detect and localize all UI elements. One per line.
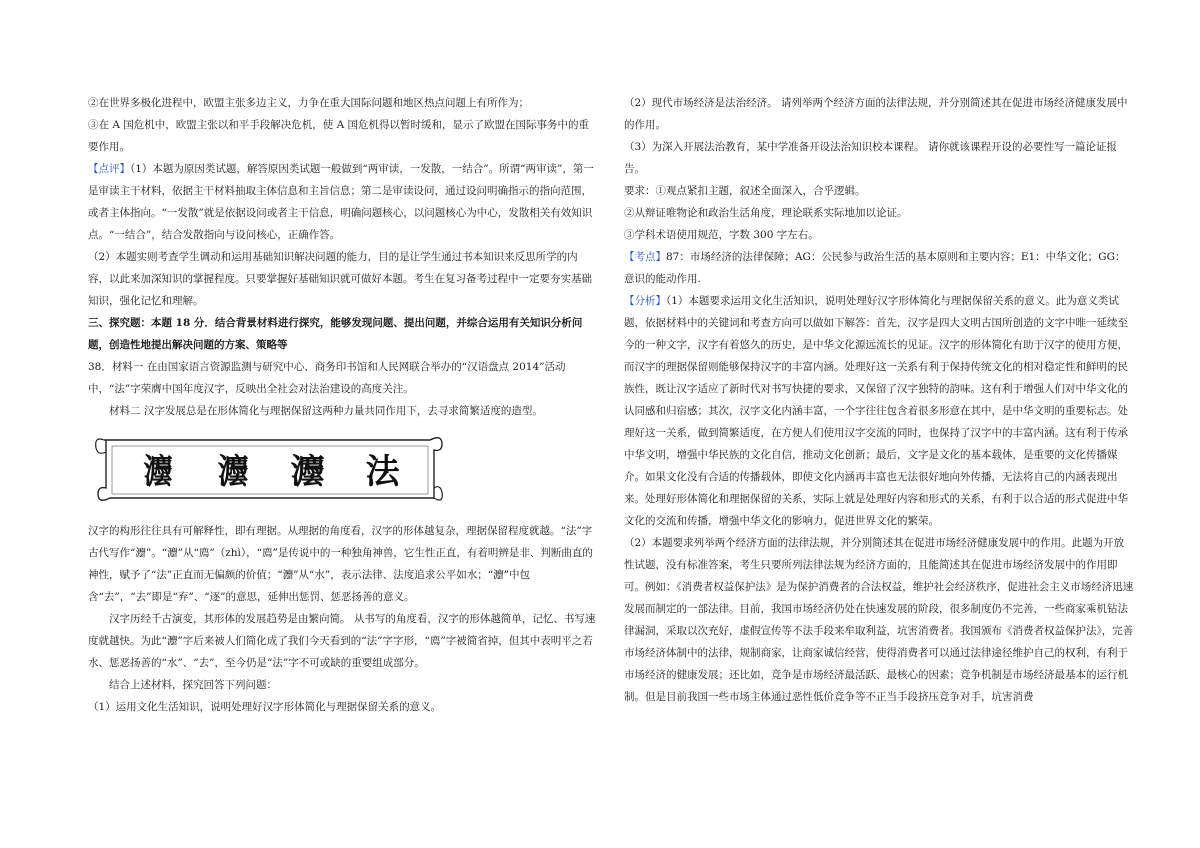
- comment-text: （1）本题为原因类试题，解答原因类试题一般做到“两审读，一发散，一结合”。所谓“两审读”，第一是审读主干材料，依据主干材料抽取主体信息和主旨信息；第二是审读设问，通过设问明确指示的指向范围，或者主体指向。“一发散”就是依据设问或者主干信息，明确问题核心，以问题核心为中心，发散相关有效知识点。“一结合”，结合发散指向与设问核心，正确作答。: [88, 163, 594, 241]
- right-line-4: ②从辩证唯物论和政治生活角度，理论联系实际地加以论证。: [624, 207, 908, 219]
- comment-paragraph: [88, 158, 598, 246]
- right-column: [624, 92, 1134, 708]
- right-line-1: （2）现代市场经济是法治经济。 请列举两个经济方面的法律法规，并分别简述其在促进市场经济健康发展中的作用。: [624, 97, 1128, 131]
- glyph-1: 灋: [143, 452, 172, 492]
- analysis-text: （1）本题要求运用文化生活知识，说明处理好汉字形体简化与理据保留关系的意义。此为意义类试题，依据材料中的关键词和考查方向可以做如下解答：首先，汉字是四大文明古国所创造的文字中唯一延续至今的一种文字，汉字有着悠久的历史，是中华文化源远流长的见证。汉字的形体简化有助于汉字的使用方便，而汉字的理据保留则能够保持汉字的丰富内涵。处理好这一关系有利于保持传统文化的相对稳定性和鲜明的民族性，既让汉字适应了新时代对书写快捷的要求，又保留了汉字独特的韵味。这有利于增强人们对中华文化的认同感和归宿感；其次，汉字文化内涵丰富，一个字往往包含着很多形意在其中，是中华文明的重要标志。处理好这一关系，做到简繁适度，在方便人们使用汉字交流的同时，也保持了汉字中的丰富内涵。这有利于传承中华文明，增强中华民族的文化自信，推动文化创新；最后，文字是文化的基本载体，是重要的文化传播媒介。如果文化没有合适的传播载体，即使文化内涵再丰富也无法很好地向外传播，无法将自己的内涵表现出来。处理好形体简化和理据保留的关系，实际上就是处理好内容和形式的关系，有利于以合适的形式促进中华文化的交流和传播，增强中华文化的影响力，促进世界文化的繁荣。: [624, 295, 1128, 527]
- glyph-row: [120, 446, 420, 498]
- glyph-3: 灋: [290, 452, 325, 492]
- left-line-1: ②在世界多极化进程中，欧盟主张多边主义，力争在重大国际问题和地区热点问题上有所作为；: [88, 97, 529, 109]
- right-line-2: （3）为深入开展法治教育，某中学准备开设法治知识校本课程。 请你就该课程开设的必要性写一篇论证报告。: [624, 141, 1118, 175]
- question-38: 38．材料一 在由国家语言资源监测与研究中心、商务印书馆和人民网联合举办的“汉语盘点 2014”活动中，“法”字荣膺中国年度汉字，反映出全社会对法治建设的高度关注。: [88, 361, 566, 395]
- glyph-2: 灋: [217, 452, 248, 492]
- para-3: 结合上述材料，探究回答下列问题：: [109, 679, 277, 691]
- comment-paragraph-2: （2）本题实则考查学生调动和运用基础知识解决问题的能力，目的是让学生通过书本知识来反思所学的内容，以此来加深知识的掌握程度。只要掌握好基础知识就可做好本题。考生在复习备考过程中一定要夯实基础知识，强化记忆和理解。: [88, 251, 592, 307]
- left-column: [88, 92, 598, 718]
- points-tag: 【考点】: [624, 251, 666, 263]
- para-4: （1）运用文化生活知识，说明处理好汉字形体简化与理据保留关系的意义。: [88, 701, 442, 713]
- section-3-heading: 三、探究题：本题 18 分．结合背景材料进行探究，能够发现问题、提出问题，并综合运用有关知识分析问题，创造性地提出解决问题的方案、策略等: [88, 317, 583, 351]
- para-1: 汉字的构形往往具有可解释性，即有理据。从理据的角度看，汉字的形体越复杂，理据保留程度就越。“法”字古代写作“灋”。“灋”从“廌”（zhì），“廌”是传说中的一种独角神兽，它生性正直，有着明辨是非、判断曲直的神性，赋予了“法”正直而无偏颇的价值；“灋”从“水”，表示法律、法度追求公平如水；“灋”中包含“去”，“去”即是“弃”、“逐”的意思，延伸出惩罚、惩恶扬善的意义。: [88, 525, 593, 603]
- scroll-image: [90, 428, 450, 516]
- left-line-2: ③在 A 国危机中，欧盟主张以和平手段解决危机，使 A 国危机得以暂时缓和，显示了欧盟在国际事务中的重要作用。: [88, 119, 590, 153]
- analysis-paragraph-2: （2）本题要求列举两个经济方面的法律法规，并分别简述其在促进市场经济健康发展中的作用。此题为开放性试题，没有标准答案，考生只要所列法律法规为经济方面的，且能简述其在促进市场经济发展中的作用即可。例如：《消费者权益保护法》是为保护消费者的合法权益，维护社会经济秩序，促进社会主义市场经济迅速发展而制定的一部法律。目前，我国市场经济仍处在快速发展的阶段，很多制度仍不完善，一些商家乘机钻法律漏洞，采取以次充好，虚假宣传等不法手段来牟取利益，坑害消费者。我国颁布《消费者权益保护法》，完善市场经济体制中的法律，规制商家，让商家诚信经营，使得消费者可以通过法律途径维护自己的权利，有利于市场经济的健康发展；还比如，竞争是市场经济最活跃、最核心的因素；竞争机制是市场经济最基本的运行机制。但是目前我国一些市场主体通过恶性低价竞争等不正当手段挤压竞争对手，坑害消费: [624, 537, 1134, 703]
- material-2: 材料二 汉字发展总是在形体简化与理据保留这两种力量共同作用下，去寻求简繁适度的造型。: [109, 405, 543, 417]
- right-line-3: 要求：①观点紧扣主题，叙述全面深入，合乎逻辑。: [624, 185, 866, 197]
- glyph-4: 法: [365, 452, 400, 492]
- points-paragraph: [624, 246, 1134, 290]
- analysis-paragraph: [624, 290, 1134, 532]
- comment-tag: 【点评】: [88, 163, 130, 175]
- right-line-5: ③学科术语使用规范，字数 300 字左右。: [624, 229, 819, 241]
- para-2: 汉字历经千古演变，其形体的发展趋势是由繁向简。 从书写的角度看，汉字的形体越简单，记忆、书写速度就越快。为此“灋”字后来被人们简化成了我们今天看到的“法”字字形，“廌”字被简省掉，但其中表明平之若水、惩恶扬善的“水”、“去”，至今仍是“法”字不可或缺的重要组成部分。: [88, 613, 596, 669]
- points-text: 87：市场经济的法律保障；AG：公民参与政治生活的基本原则和主要内容；E1：中华文化；GG：意识的能动作用.: [624, 251, 1126, 285]
- analysis-tag: 【分析】: [624, 295, 666, 307]
